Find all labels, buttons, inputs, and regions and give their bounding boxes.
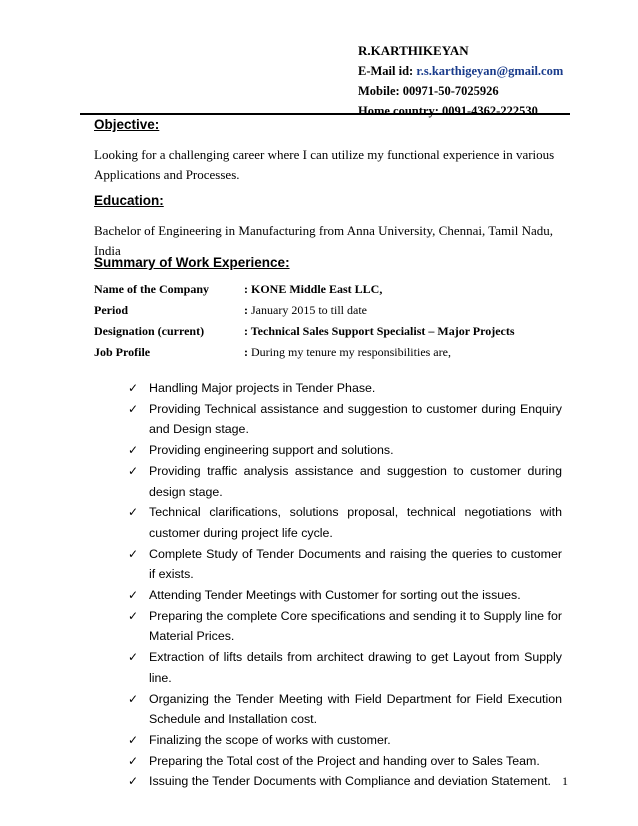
check-icon: ✓ [128,546,139,561]
education-text: Bachelor of Engineering in Manufacturing from Anna University, Chennai, Tamil Nadu, India [94,223,554,258]
designation-value: Technical Sales Support Specialist – Major Projects [250,324,515,338]
education-heading: Education: [94,193,164,208]
objective-text: Looking for a challenging career where I can utilize my functional experience in various Applications and Processes. [94,147,555,182]
summary-colon: : [244,282,251,296]
list-item [128,399,562,440]
list-item [128,440,562,461]
list-item-text: Technical clarifications, solutions proposal, technical negotiations with customer during project life cycle. [149,505,562,540]
job-profile-value: During my tenure my responsibilities are, [251,345,451,359]
list-item-text: Complete Study of Tender Documents and raising the queries to customer if exists. [149,546,562,582]
email-link[interactable]: r.s.karthigeyan@gmail.com [416,64,564,78]
period-value: January 2015 to till date [251,303,367,317]
list-item-text: Providing Technical assistance and suggestion to customer during Enquiry and Design stage. [149,401,562,437]
list-item [128,689,562,730]
list-item-text: Preparing the Total cost of the Project and handing over to Sales Team. [149,753,540,768]
list-item [128,647,562,688]
company-name: KONE Middle East LLC, [251,282,383,296]
list-item [128,771,562,792]
summary-value [244,279,382,300]
check-icon: ✓ [128,650,139,665]
home-country-line: Home country: 0091-4362-222530 [358,104,538,118]
summary-colon: : [244,303,251,317]
check-icon: ✓ [128,774,139,789]
summary-value [244,300,367,321]
summary-key: Job Profile [94,345,151,359]
list-item [128,585,562,606]
summary-row-job-profile [94,342,574,363]
list-item-text: Providing engineering support and solutions. [149,443,394,458]
list-item [128,461,562,502]
list-item [128,544,562,585]
summary-value [244,342,451,363]
summary-value [244,321,515,342]
responsibilities-list [128,378,562,792]
check-icon: ✓ [128,463,139,478]
list-item-text: Providing traffic analysis assistance and suggestion to customer during design stage. [149,463,562,499]
candidate-name: R.KARTHIKEYAN [358,43,469,58]
check-icon: ✓ [128,381,139,395]
summary-key: Name of the Company [94,282,209,296]
check-icon: ✓ [128,608,139,623]
summary-colon: : [244,324,251,338]
list-item-text: Issuing the Tender Documents with Compliance and deviation Statement. [149,774,552,789]
list-item-text: Attending Tender Meetings with Customer for sorting out the issues. [149,588,521,603]
list-item-text: Handling Major projects in Tender Phase. [149,381,376,395]
check-icon: ✓ [128,401,139,416]
summary-row-period [94,300,574,321]
mobile-line: Mobile: 00971-50-7025926 [358,84,499,98]
list-item [128,606,562,647]
list-item [128,502,562,543]
contact-block [358,41,578,121]
list-item [128,751,562,772]
list-item [128,730,562,751]
email-line [358,61,578,81]
summary-key: Designation (current) [94,324,205,338]
objective-heading: Objective: [94,117,160,132]
list-item [128,378,562,399]
check-icon: ✓ [128,443,139,458]
header-divider [80,113,570,115]
list-item-text: Preparing the complete Core specifications and sending it to Supply line for Material Prices. [149,608,562,644]
summary-heading: Summary of Work Experience: [94,255,290,270]
list-item-text: Extraction of lifts details from architect drawing to get Layout from Supply line. [149,650,562,685]
check-icon: ✓ [128,753,139,768]
summary-key: Period [94,303,128,317]
check-icon: ✓ [128,691,139,706]
list-item-text: Organizing the Tender Meeting with Field Department for Field Execution Schedule and Installation cost. [149,691,562,727]
check-icon: ✓ [128,588,139,603]
page-number: 1 [562,774,568,788]
summary-row-designation [94,321,574,342]
email-label: E-Mail id: [358,64,417,78]
work-summary-table [94,279,574,363]
summary-row-company [94,279,574,300]
list-item-text: Finalizing the scope of works with customer. [149,732,391,747]
check-icon: ✓ [128,732,139,747]
summary-colon: : [244,345,251,359]
check-icon: ✓ [128,505,139,520]
